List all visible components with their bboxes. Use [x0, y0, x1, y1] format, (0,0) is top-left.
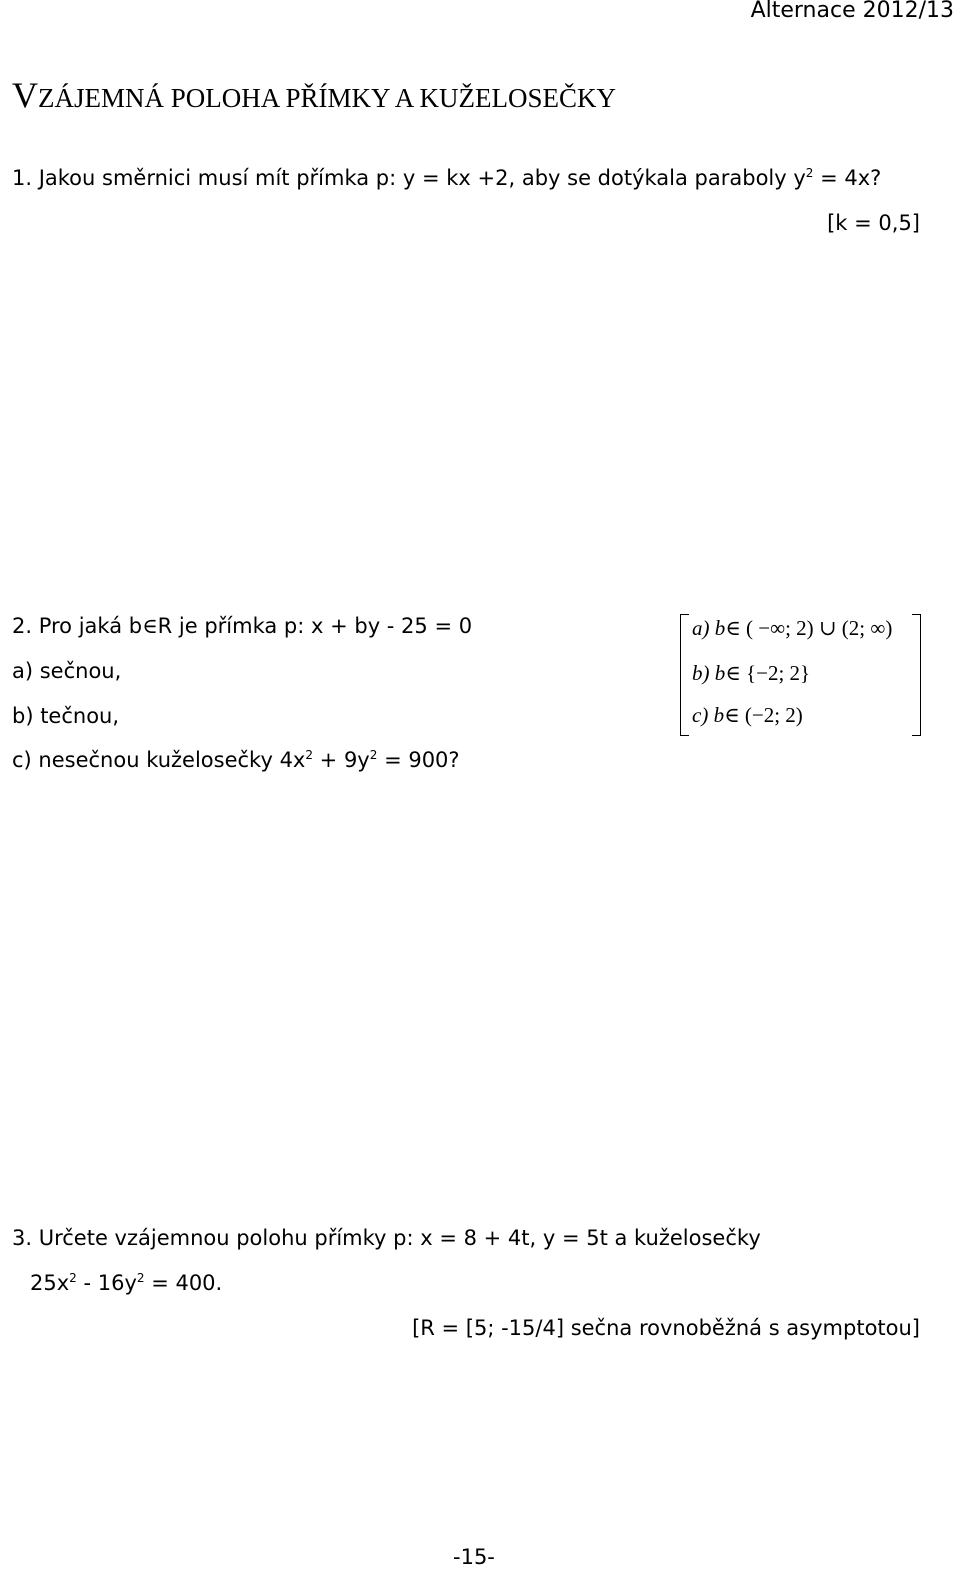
- problem-3-post: = 400.: [144, 1271, 223, 1295]
- answer-b-label: b): [692, 661, 710, 685]
- title-rest: ZÁJEMNÁ POLOHA PŘÍMKY A KUŽELOSEČKY: [38, 83, 617, 113]
- problem-2-c-exp2: 2: [369, 748, 378, 762]
- answer-c: [692, 703, 803, 728]
- answer-b: [692, 661, 810, 686]
- problem-1-exp: 2: [805, 166, 814, 180]
- problem-3-exp2: 2: [136, 1271, 145, 1285]
- problem-1-question: [12, 166, 881, 190]
- problem-2-option-c: [12, 748, 460, 772]
- problem-3-question: 3. Určete vzájemnou polohu přímky p: x = 8 + 4t, y = 5t a kuželosečky: [12, 1226, 761, 1250]
- answer-b-expr: ∈ {−2; 2}: [725, 661, 811, 685]
- problem-1-post: = 4x?: [813, 166, 882, 190]
- problem-3-equation: [30, 1271, 222, 1295]
- element-of-symbol: ∈: [142, 614, 158, 638]
- answer-c-expr: ∈ (−2; 2): [724, 703, 803, 727]
- answer-a-expr: ∈ ( −∞; 2) ∪ (2; ∞): [725, 616, 893, 640]
- problem-3-exp1: 2: [69, 1271, 77, 1285]
- page-number: -15-: [453, 1545, 495, 1569]
- left-bracket: [680, 614, 689, 736]
- problem-2-pre: 2. Pro jaká b: [12, 614, 143, 638]
- problem-3-answer: [R = [5; -15/4] sečna rovnoběžná s asymptotou]: [412, 1316, 920, 1340]
- problem-2-c-post: = 900?: [377, 748, 460, 772]
- page-title: [12, 74, 616, 116]
- problem-1-pre: 1. Jakou směrnici musí mít přímka p: y = kx +2, aby se dotýkala paraboly y: [12, 166, 806, 190]
- header-label: Alternace 2012/13: [750, 0, 954, 23]
- problem-1-answer: [k = 0,5]: [827, 211, 920, 235]
- title-initial: V: [12, 75, 38, 115]
- problem-2-question: [12, 614, 472, 639]
- problem-2-post: R je přímka p: x + by - 25 = 0: [157, 614, 473, 638]
- answer-b-var: b: [714, 661, 726, 685]
- problem-2-option-a: a) sečnou,: [12, 659, 122, 683]
- answer-a-label: a): [692, 616, 710, 640]
- problem-2-c-mid: + 9y: [313, 748, 370, 772]
- answer-a-var: b: [714, 616, 726, 640]
- answer-a: [692, 616, 892, 641]
- problem-2-c-exp1: 2: [305, 748, 313, 762]
- right-bracket: [912, 614, 921, 736]
- answer-c-label: c): [692, 703, 709, 727]
- problem-3-pre: 25x: [30, 1271, 70, 1295]
- answer-c-var: b: [713, 703, 725, 727]
- problem-3-mid: - 16y: [76, 1271, 137, 1295]
- problem-2-c-pre: c) nesečnou kuželosečky 4x: [12, 748, 306, 772]
- problem-2-option-b: b) tečnou,: [12, 704, 120, 728]
